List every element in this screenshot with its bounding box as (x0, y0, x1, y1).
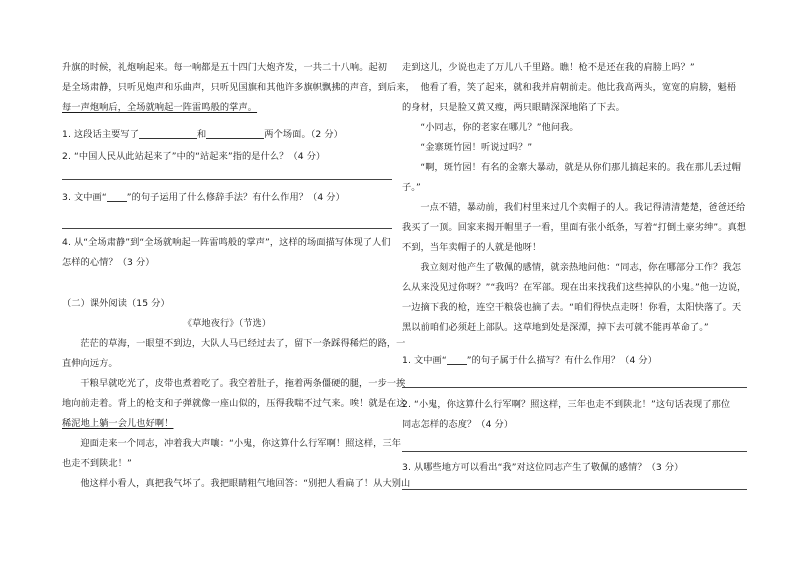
question-r1: 1. 文中画“ ”的句子属于什么描写？有什么作用？（4 分） (402, 355, 658, 366)
reading-passage-continued: 走到这儿，少说也走了万儿八千里路。瞧！枪不是还在我的肩膀上吗？” 他看了看，笑了起来，就和我并肩朝前走。他比我高两头，宽宽的肩膀，魁梧 的身材，只是脸又黄又瘦，两只眼睛深深地陷了下去。 “小同志，你的老家在哪儿？”他问我。 “金寨斑竹园！听说过吗？” “啊，斑竹园！有名的金寨大暴动，就是从你们那儿搞起来的。我在那儿丢过帽 子。” 一点不错，暴动前，我们村里来过几个卖帽子的人。我记得清清楚楚，爸爸还给 我买了一顶。回家来揭开帽里子一看，里面有张小纸条，写着“打倒土豪劣绅”。真想 不到，当年卖帽子的人就是他呀！ 我立刻对他产生了敬佩的感情，就亲热地问他：“同志，你在哪部分工作？我怎 么从来没见过你呀？”“我吗？在军部。现在出来找我们这些掉队的小鬼。”他一边说， 一边摘下我的枪，连空干粮袋也摘了去。“咱们得快点走呀！你看，太阳快落了。天 黑以前咱们必须赶上部队。这草地到处是深潭，掉下去可就不能再革命了。” (402, 62, 747, 333)
question-r3: 3. 从哪些地方可以看出“我”对这位同志产生了敬佩的感情？（3 分） (402, 462, 684, 473)
answer-blank-1[interactable] (139, 128, 197, 139)
passage-title: 《草地夜行》（节选） (182, 318, 272, 329)
answer-blank-2[interactable] (206, 128, 264, 139)
question-4: 4. 从“全场肃静”到“全场就响起一阵雷鸣般的掌声”，这样的场面描写体现了人们 怎样的心情？（3 分） (62, 237, 391, 268)
answer-line[interactable] (62, 228, 392, 229)
underline-marker (447, 354, 467, 365)
underline-marker (107, 191, 127, 202)
question-r2: 2. “小鬼，你这算什么行军啊？照这样，三年也走不到陕北！”这句话表现了那位 同志怎样的态度？（4 分） (402, 399, 731, 430)
question-1: 1. 这段话主要写了 和 两个场面。（2 分） (62, 129, 343, 140)
answer-line[interactable] (402, 489, 747, 490)
answer-line[interactable] (62, 179, 392, 180)
underlined-sentence: 稀泥地上躺一会儿也好啊！ (62, 418, 174, 429)
answer-line[interactable] (402, 387, 747, 388)
answer-line[interactable] (402, 451, 747, 452)
question-3: 3. 文中画“ ”的句子运用了什么修辞手法？有什么作用？（4 分） (62, 192, 345, 203)
reading-passage-2: 茫茫的草海，一眼望不到边，大队人马已经过去了，留下一条踩得稀烂的路，一 直伸向远方。 干粮早就吃光了，皮带也煮着吃了。我空着肚子，拖着两条僵硬的腿，一步一挨 地向前走着。背上的枪支和子弹就像一座山似的，压得我喘不过气来。唉！就是在这 稀泥地上躺一会儿也好啊！ 迎面走来一个同志，冲着我大声嚷：“小鬼，你这算什么行军啊！照这样，三年 也走不到陕北！” 他这样小看人，真把我气坏了。我把眼睛粗气地回答：“别把人看扁了！从大别山 (62, 338, 411, 489)
reading-passage-1: 升旗的时候，礼炮响起来。每一响都是五十四门大炮齐发，一共二十八响。起初 是全场肃静，只听见炮声和乐曲声，只听见国旗和其他许多旗帜飘拂的声音，到后来， 每一声炮响后，全场就响起一阵雷鸣般的掌声。 (62, 58, 392, 118)
section-heading: （二）课外阅读（15 分） (62, 298, 170, 309)
underlined-sentence: 每一声炮响后，全场就响起一阵雷鸣般的掌声。 (62, 102, 258, 113)
question-2: 2. “中国人民从此站起来了”中的“站起来”指的是什么？（4 分） (62, 151, 326, 162)
